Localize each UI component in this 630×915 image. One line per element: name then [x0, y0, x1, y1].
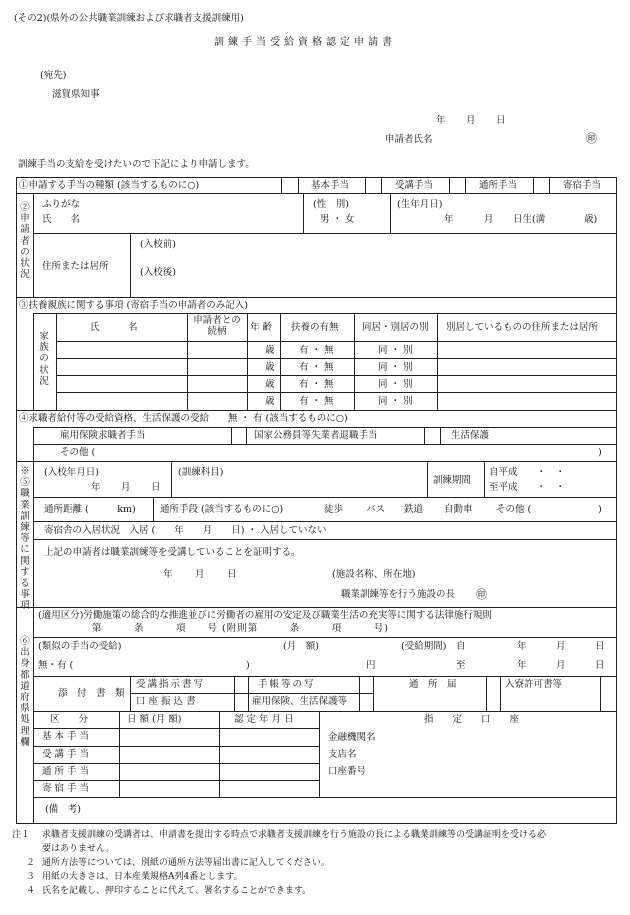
s6-cat-attendance: 受 講 手 当: [42, 749, 90, 760]
s3-row4-age: 歳: [265, 396, 275, 407]
s3-row3-residence: 同 ・ 別: [378, 379, 413, 390]
s1-commute-allowance: 通所手当: [479, 180, 518, 191]
s6-to-month: 月: [556, 660, 566, 671]
s6-cat-commute: 通 所 手 当: [42, 766, 90, 777]
date-year: 年: [436, 115, 446, 126]
s5-means-car: 自動車: [444, 504, 473, 515]
s3-row1-residence: 同 ・ 別: [378, 345, 413, 356]
s1-label: ①申請する手当の種類 (該当するものに○): [19, 180, 200, 191]
seal-mark: ㊞: [586, 132, 597, 145]
s5-distance: 通所距離 ( km): [44, 504, 136, 515]
address-label: 住所または居所: [42, 261, 109, 272]
s2-side-label: ②申請者の状況: [20, 202, 30, 281]
s5-means-label: 通所手段 (該当するものに○): [160, 504, 284, 515]
s5-period-label: 訓練期間: [433, 475, 472, 486]
s5-facility-head: 職業訓練等を行う施設の長: [341, 589, 456, 600]
form-frame: [16, 177, 617, 824]
s5-entry-label: (入校年月日): [44, 467, 99, 478]
s4-item-welfare: 生活保護: [451, 430, 490, 441]
note-2-no: ２: [26, 858, 36, 868]
s3-row2-age: 歳: [265, 362, 275, 373]
s3-col-age: 年 齢: [250, 322, 273, 333]
note-4-text: 氏名を記載し、押印することに代えて、署名することができます。: [42, 886, 312, 896]
addressee-label: (宛先): [40, 70, 67, 81]
s3-row3-dependent: 有 ・ 無: [299, 379, 334, 390]
s6-col-approval-date: 認 定 年 月 日: [234, 714, 294, 725]
form-number: (その2)(県外の公共職業訓練および求職者支援訓練用): [14, 13, 244, 24]
birth-label: (生年月日): [397, 199, 443, 210]
intro-text: 訓練手当の支給を受けたいので下記により申請します。: [18, 159, 255, 170]
s6-attach-label: 添 付 書 類: [58, 688, 125, 699]
s6-basis-articles: 第 条 項 号 (附則第 条 項 号): [92, 623, 389, 634]
s3-row4-dependent: 有 ・ 無: [299, 396, 334, 407]
s5-dorm-status: 寄宿舎の入居状況 入居 ( 年 月 日) ・ 入居していない: [44, 525, 327, 536]
s3-row3-age: 歳: [265, 379, 275, 390]
s6-to-year: 年: [517, 660, 527, 671]
sex-label: (性 別): [313, 199, 349, 210]
s6-attach-instruction: 受講指示書写: [136, 679, 206, 690]
note-1-text: 求職者支援訓練の受講者は、申請書を提出する時点で求職者支援訓練を行う施設の長による職業訓練等の受講証明を受ける必: [42, 830, 547, 840]
applicant-name-label: 申請者氏名: [385, 134, 433, 145]
s3-col-relation: 申請者との続柄: [193, 315, 241, 337]
s5-facility-label: (施設名称、所在地): [332, 569, 416, 580]
s6-attach-bank-transfer: 口座振込書: [136, 696, 199, 707]
s4-item-employment-insurance: 雇用保険求職者手当: [60, 430, 146, 441]
note-3-no: ３: [26, 872, 36, 882]
s6-period-to: 至: [456, 660, 466, 671]
s6-branch-name: 支店名: [328, 749, 357, 760]
s3-row4-residence: 同 ・ 別: [378, 396, 413, 407]
s3-row2-residence: 同 ・ 別: [378, 362, 413, 373]
s5-means-other: その他 (: [496, 504, 532, 515]
s6-from-month: 月: [556, 641, 566, 652]
birth-year: 年: [444, 214, 454, 225]
s6-attach-dorm-permit: 入寮許可書等: [505, 679, 563, 690]
s1-basic-allowance: 基本手当: [311, 180, 350, 191]
s5-period-from: 自平成 ・ ・: [489, 467, 566, 478]
s6-account-number: 口座番号: [328, 766, 367, 777]
form-title: 訓練手当受給資格認定申請書: [214, 37, 396, 48]
s3-col-residence: 同居・別居の別: [362, 322, 429, 333]
date-day: 日: [496, 115, 506, 126]
s6-remarks: (備 考): [45, 804, 81, 815]
s6-col-category: 区 分: [50, 714, 89, 725]
s6-from-year: 年: [517, 641, 527, 652]
sex-options: 男 ・ 女: [320, 214, 355, 225]
date-month: 月: [466, 115, 476, 126]
s5-certification: 上記の申請者は職業訓練等を受講していることを証明する。: [44, 547, 301, 558]
s3-col-separate-address: 別居しているものの住所または居所: [446, 322, 599, 333]
s6-attach-insurance: 雇用保険、生活保護等: [252, 696, 348, 707]
address-before: (入校前): [140, 239, 176, 250]
s3-row1-age: 歳: [265, 345, 275, 356]
s3-col-dependent: 扶養の有無: [291, 322, 339, 333]
s6-yesno: 無・有 (: [38, 660, 74, 671]
s6-monthly-label: (月 額): [283, 641, 319, 652]
s6-attach-handbook: 手帳等の写: [258, 679, 316, 690]
birth-day-age: 日生(満: [513, 214, 546, 225]
note-1-cont: 要はありません。: [42, 844, 115, 854]
s5-entry-year: 年: [91, 482, 101, 493]
note-4-no: ４: [26, 886, 36, 896]
s6-bank-name: 金融機関名: [328, 732, 376, 743]
name-label: 氏 名: [42, 214, 81, 225]
furigana-label: ふりがな: [42, 199, 81, 210]
s6-side-label: ⑥出身都道府県処理欄: [20, 636, 30, 748]
birth-age-close: 歳): [584, 214, 598, 225]
s6-col-daily-amount: 日 額 (月 額): [127, 714, 182, 725]
s6-similar-label: (類似の手当の受給): [38, 641, 122, 652]
s1-attendance-allowance: 受講手当: [395, 180, 434, 191]
s3-col-name: 氏 名: [90, 322, 138, 333]
s6-basis: (適用区分)労働施策の総合的な推進並びに労働者の雇用の安定及び職業生活の充実等に関する法律施行規則: [38, 610, 492, 621]
note-1-no: 注１: [12, 830, 31, 840]
s6-from-day: 日: [595, 641, 605, 652]
s6-cat-dorm: 寄 宿 手 当: [42, 783, 90, 794]
address-after: (入校後): [140, 267, 176, 278]
s3-row1-dependent: 有 ・ 無: [299, 345, 334, 356]
note-2-text: 通所方法等については、別紙の通所方法等届出書に記入してください。: [42, 858, 330, 868]
s6-cat-basic: 基 本 手 当: [42, 731, 90, 742]
s5-cert-day: 日: [227, 569, 237, 580]
s6-period-from: 自: [456, 641, 466, 652]
s6-col-designated-account: 指 定 口 座: [424, 714, 520, 725]
s6-attach-commute: 通 所 届: [409, 679, 457, 690]
s3-side-label: 家族の状況: [39, 331, 49, 387]
birth-month: 月: [484, 214, 494, 225]
s1-dorm-allowance: 寄宿手当: [563, 180, 602, 191]
s4-item-retirement-allowance: 国家公務員等失業者退職手当: [254, 430, 378, 441]
s3-row2-dependent: 有 ・ 無: [299, 362, 334, 373]
s5-means-walk: 徒歩: [324, 504, 344, 515]
s6-yesno-close: ): [246, 660, 250, 671]
s3-label: ③扶養親族に関する事項 (寄宿手当の申請者のみ記入): [19, 300, 248, 311]
s6-period-label: (受給期間): [401, 641, 447, 652]
s5-course-label: (訓練科目): [178, 467, 224, 478]
s6-yen: 円: [366, 660, 376, 671]
s5-facility-seal: ㊞: [476, 588, 487, 601]
s5-cert-month: 月: [195, 569, 205, 580]
s5-means-bus: バス: [366, 504, 386, 515]
s4-label: ④求職者給付等の受給資格、生活保護の受給 無 ・ 有 (該当するものに○): [19, 413, 348, 424]
s5-cert-year: 年: [163, 569, 173, 580]
addressee: 滋賀県知事: [52, 89, 100, 100]
s5-entry-day: 日: [151, 482, 161, 493]
s4-other: その他 (: [60, 447, 96, 458]
s4-other-close: ): [598, 447, 602, 458]
s5-means-rail: 鉄道: [404, 504, 424, 515]
note-3-text: 用紙の大きさは、日本産業規格A列4番とします。: [42, 872, 243, 882]
s5-period-to: 至平成 ・ ・: [489, 482, 566, 493]
s5-side-label: ※⑤職業訓練等に関する事項: [20, 466, 30, 612]
s6-to-day: 日: [595, 660, 605, 671]
s5-entry-month: 月: [121, 482, 131, 493]
s5-means-close: ): [598, 504, 602, 515]
